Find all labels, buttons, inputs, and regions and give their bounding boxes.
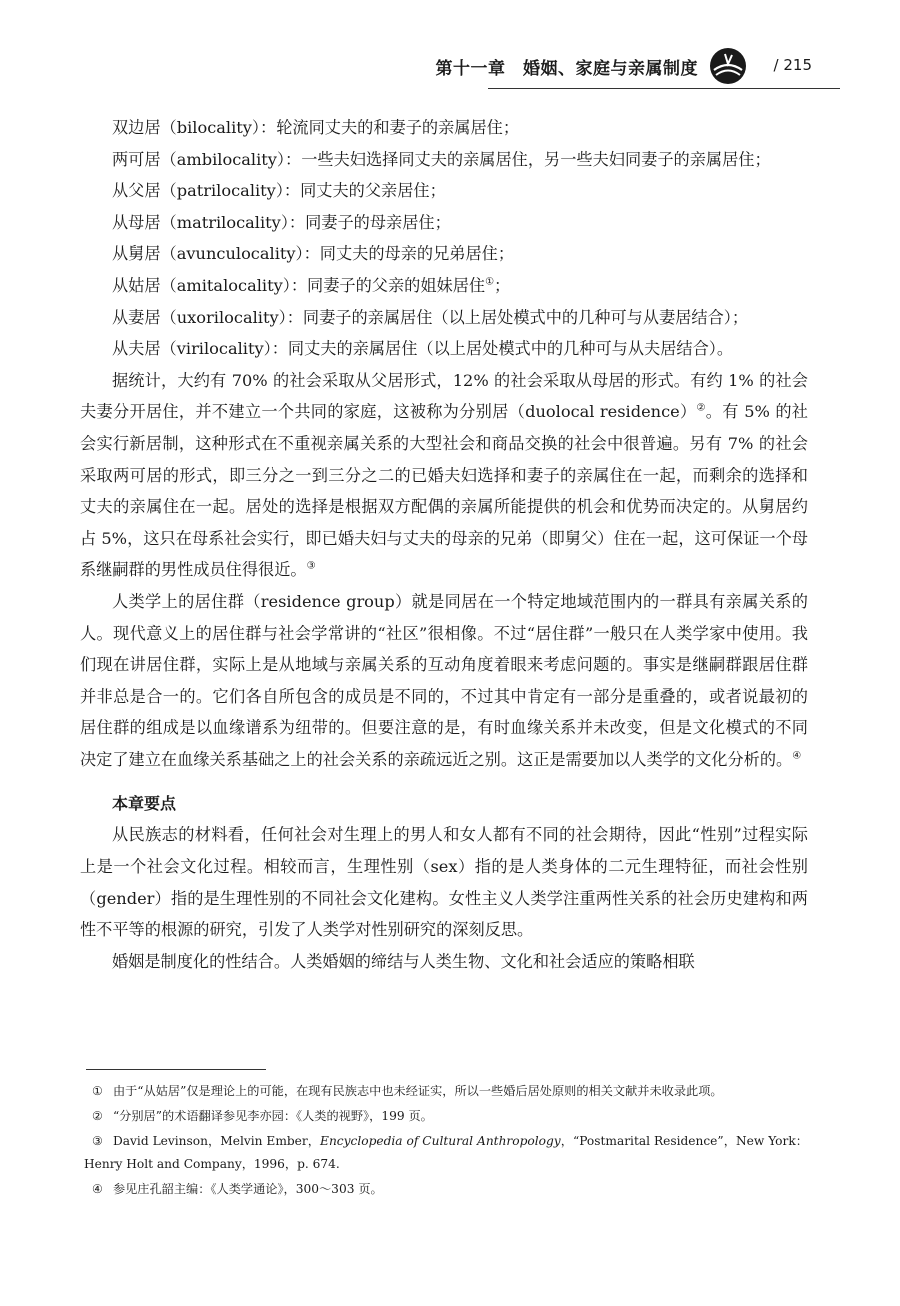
running-header [80,46,840,90]
definition-line: 从舅居（avunculocality）：同丈夫的母亲的兄弟居住； [112,244,515,264]
definition-line: 从母居（matrilocality）：同妻子的母亲居住； [112,212,451,232]
footnote-ref[interactable]: ③ [306,560,316,572]
paragraph [80,365,808,586]
paragraph-text: 据统计，大约有 70% 的社会采取从父居形式，12% 的社会采取从母居的形式。有约 1% 的社会夫妻分开居住，并不建立一个共同的家庭，这被称为分别居（duolocal residence） [80,370,808,422]
chapter-title: 第十一章 婚姻、家庭与亲属制度 [435,59,698,79]
footnote-mark: ③ [92,1134,103,1148]
book-title: Encyclopedia of Cultural Anthropology [320,1134,561,1148]
paragraph-text: 人类学上的居住群（residence group）就是同居在一个特定地域范围内的一群具有亲属关系的人。现代意义上的居住群与社会学常讲的“社区”很相像。不过“居住群”一般只在人类学家中使用。我们现在讲居住群，实际上是从地域与亲属关系的互动角度着眼来考虑问题的。事实是继嗣群跟居住群并非总是合一的。它们各自所包含的成员是不同的，不过其中肯定有一部分是重叠的，或者说最初的居住群的组成是以血缘谱系为纽带的。但要注意的是，有时血缘关系并未改变，但是文化模式的不同决定了建立在血缘关系基础之上的社会关系的亲疏远近之别。这正是需要加以人类学的文化分析的。 [80,591,808,769]
footnote-mark: ② [92,1109,103,1123]
footnotes [84,1080,808,1203]
definition-line: 双边居（bilocality）：轮流同丈夫的和妻子的亲属居住； [112,118,520,137]
footnote-ref[interactable]: ④ [792,750,802,762]
footnote [84,1105,808,1128]
definition-text: 从姑居（amitalocality）：同妻子的父亲的姐妹居住 [112,275,486,295]
footnote [84,1080,808,1103]
definition-line: 从姑居（amitalocality）：同妻子的父亲的姐妹居住①； [112,275,511,295]
footnote [84,1130,808,1176]
page-number: / 215 [773,56,812,74]
footnote-text: “分别居”的术语翻译参见李亦园：《人类的视野》，199 页。 [112,1109,433,1123]
footnote-ref[interactable]: ② [696,402,706,414]
header-rule [488,88,840,89]
footnote-rule [86,1069,266,1070]
publisher-logo-icon [708,46,748,86]
definition-line: 从父居（patrilocality）：同丈夫的父亲居住； [112,181,446,201]
paragraph: 婚姻是制度化的性结合。人类婚姻的缔结与人类生物、文化和社会适应的策略相联 [112,951,695,971]
paragraph: 从民族志的材料看，任何社会对生理上的男人和女人都有不同的社会期待，因此“性别”过程实际上是一个社会文化过程。相较而言，生理性别（sex）指的是人类身体的二元生理特征，而社会性别（gender）指的是生理性别的不同社会文化建构。女性主义人类学注重两性关系的社会历史建构和两性不平等的根源的研究，引发了人类学对性别研究的深刻反思。 [80,825,808,940]
definition-line: 两可居（ambilocality）：一些夫妇选择同丈夫的亲属居住，另一些夫妇同妻子的亲属居住； [112,149,771,169]
definition-line: 从夫居（virilocality）：同丈夫的亲属居住（以上居处模式中的几种可与从夫居结合）。 [112,339,734,359]
footnote-text: 由于“从姑居”仅是理论上的可能，在现有民族志中也未经证实，所以一些婚后居处原则的相关文献并未收录此项。 [112,1084,723,1098]
definition-line: 从妻居（uxorilocality）：同妻子的亲属居住（以上居处模式中的几种可与从妻居结合）； [112,307,749,327]
footnote-mark: ① [92,1084,103,1098]
paragraph [80,586,808,776]
main-text [80,112,808,977]
footnote-text: 参见庄孔韶主编：《人类学通论》，300～303 页。 [112,1182,383,1196]
footnote-mark: ④ [92,1182,103,1196]
footnote-ref[interactable]: ① [485,276,495,288]
footnote-text: ，“Postmarital Residence”，New York：Henry Holt and Company，1996，p. 674. [84,1134,808,1171]
section-heading: 本章要点 [112,794,177,814]
footnote-text: David Levinson，Melvin Ember， [113,1134,321,1148]
footnote [84,1178,808,1201]
paragraph-text: 。有 5% 的社会实行新居制，这种形式在不重视亲属关系的大型社会和商品交换的社会中很普遍。另有 7% 的社会采取两可居的形式，即三分之一到三分之二的已婚夫妇选择和妻子的亲属住在一起，而剩余的选择和丈夫的亲属住在一起。居处的选择是根据双方配偶的亲属所能提供的机会和优势而决定的。从舅居约占 5%，这只在母系社会实行，即已婚夫妇与丈夫的母亲的兄弟（即舅父）住在一起，这可保证一个母系继嗣群的男性成员住得很近。 [80,402,808,580]
